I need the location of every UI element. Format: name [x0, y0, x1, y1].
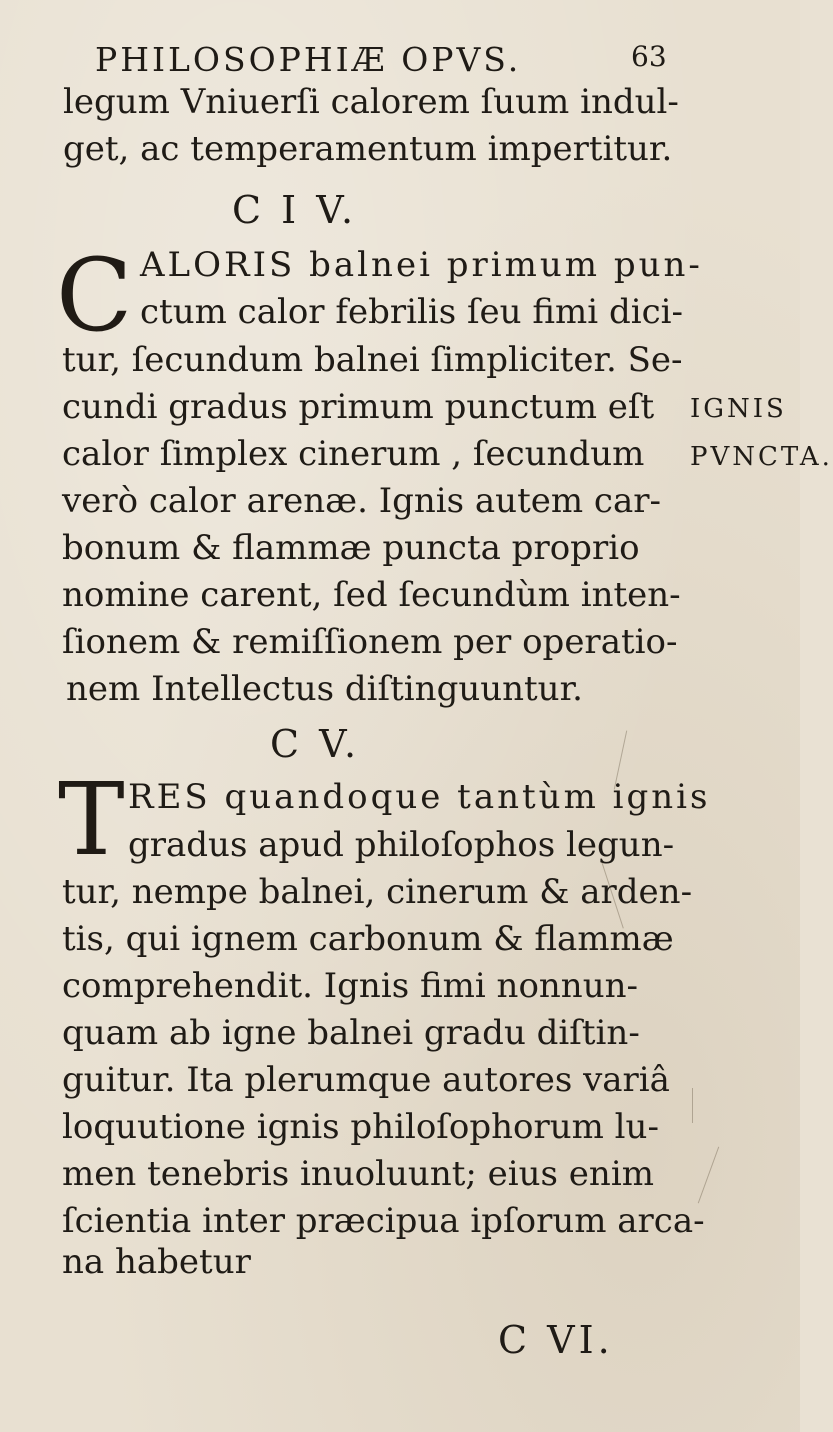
text-line: tis, qui ignem carbonum & flammæ — [62, 919, 674, 959]
section-heading-cvi: C VI. — [498, 1318, 614, 1362]
margin-note-puncta: PVNCTA. — [690, 442, 833, 472]
text-line: verò calor arenæ. Ignis autem car- — [62, 481, 661, 521]
text-line: ctum calor febrilis ſeu fimi dici- — [140, 292, 684, 332]
text-line: ſionem & remiſſionem per operatio- — [62, 622, 678, 662]
text-line: RES quandoque tantùm ignis — [128, 777, 711, 817]
text-line: gradus apud philoſophos legun- — [128, 825, 675, 865]
text-line: legum Vniuerſi calorem ſuum indul- — [63, 82, 679, 122]
text-line: tur, nempe balnei, cinerum & arden- — [62, 872, 693, 912]
text-line: nem Intellectus diſtinguuntur. — [66, 669, 583, 709]
text-line: cundi gradus primum punctum eſt — [62, 387, 655, 427]
text-line: nomine carent, ſed ſecundùm inten- — [62, 575, 681, 615]
text-line: comprehendit. Ignis fimi nonnun- — [62, 966, 638, 1006]
paper-mark — [692, 1088, 693, 1123]
dropcap-t: T — [58, 761, 125, 878]
text-line: men tenebris inuoluunt; eius enim — [62, 1154, 654, 1194]
text-line: loquutione ignis philoſophorum lu- — [62, 1107, 659, 1147]
text-line: calor ſimplex cinerum , ſecundum — [62, 434, 645, 474]
text-line: bonum & flammæ puncta proprio — [62, 528, 640, 568]
page-number: 63 — [631, 40, 667, 73]
paper-mark — [698, 1147, 719, 1204]
text-line: na habetur — [62, 1242, 251, 1282]
text-line: ſcientia inter præcipua ipſorum arca- — [62, 1201, 705, 1241]
running-head-title: PHILOSOPHIÆ OPVS. — [95, 40, 522, 79]
text-line: tur, ſecundum balnei ſimpliciter. Se- — [62, 340, 683, 380]
text-line: quam ab igne balnei gradu diſtin- — [62, 1013, 640, 1053]
margin-note-ignis: IGNIS — [690, 394, 787, 424]
section-heading-cv: C V. — [270, 722, 361, 766]
text-line: get, ac temperamentum impertitur. — [63, 129, 673, 169]
running-head — [95, 40, 667, 88]
section-heading-civ: C I V. — [232, 188, 358, 232]
text-line: guitur. Ita plerumque autores variâ — [62, 1060, 670, 1100]
dropcap-c: C — [56, 237, 133, 354]
text-line: ALORIS balnei primum pun- — [140, 245, 703, 285]
